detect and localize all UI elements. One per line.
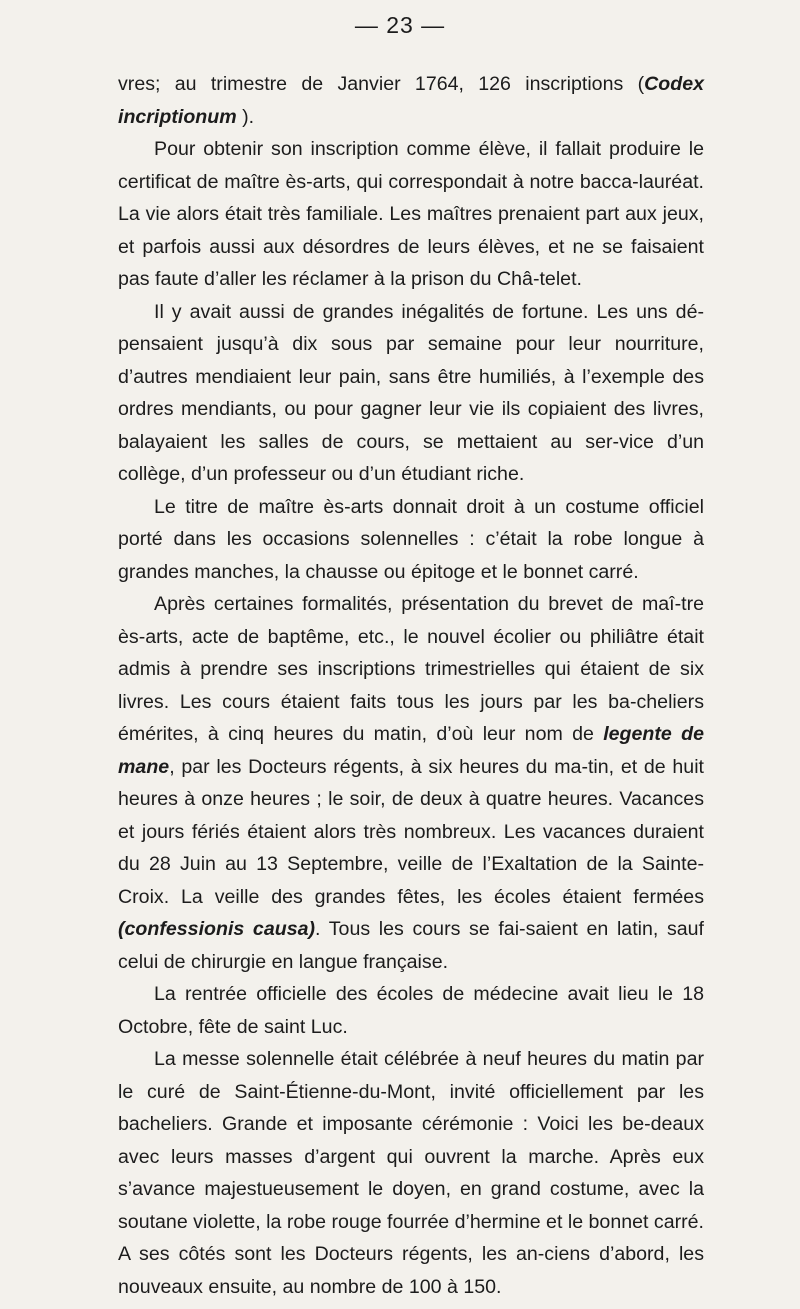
body-text: [118, 68, 704, 1303]
paragraph-costume: Le titre de maître ès-arts donnait droit à un costume officiel porté dans les occasions solennelles : c’était la robe longue à grandes manches, la chausse ou épitoge et le bonnet carré.: [118, 495, 704, 583]
latin-phrase: (confessionis causa): [118, 918, 316, 940]
paragraph-text: ).: [236, 105, 255, 128]
paragraph-text: . Tous les cours se fai-saient en latin, sauf celui de chirurgie en langue française.: [118, 918, 705, 973]
paragraph-rentree: La rentrée officielle des écoles de médecine avait lieu le 18 Octobre, fête de saint Luc.: [118, 983, 704, 1038]
paragraph-text: vres; au trimestre de Janvier 1764, 126 inscriptions (: [118, 73, 645, 95]
paragraph-inscription: Pour obtenir son inscription comme élève, il fallait produire le certificat de maître ès-arts, qui correspondait à notre bacca-lauréat. La vie alors était très familiale. Les maîtres prenaient part aux jeux, et parfois aussi aux désordres de leurs élèves, et ne se faisaient pas faute d’aller les réclamer à la prison du Châ-telet.: [118, 138, 704, 290]
latin-phrase: Codex incriptionum: [118, 73, 704, 128]
paragraph-text: , par les Docteurs régents, à six heures du ma-tin, et de huit heures à onze heures ; le soir, de deux à quatre heures. Vacances et jours fériés étaient alors très nombreux. Les vacances duraient du 28 Juin au 13 Septembre, veille de l’Exaltation de la Sainte-Croix. La veille des grandes fêtes, les écoles étaient fermées: [118, 755, 704, 908]
page-number: — 23 —: [354, 12, 446, 38]
paragraph-formalites: [118, 588, 704, 978]
latin-phrase: legente de mane: [118, 723, 704, 778]
paragraph-text: Après certaines formalités, présentation du brevet de maî-tre ès-arts, acte de baptême, etc., le nouvel écolier ou philiâtre était admis à prendre ses inscriptions trimestrielles qui étaient de six livres. Les cours étaient faits tous les jours par les ba-cheliers émérites, à cinq heures du matin, d’où leur nom de: [118, 593, 704, 745]
paragraph-continuation: [118, 68, 704, 133]
paragraph-messe: La messe solennelle était célébrée à neuf heures du matin par le curé de Saint-Étienne-du-Mont, invité officiellement par les bacheliers. Grande et imposante cérémonie : Voici les be-deaux avec leurs masses d’argent qui ouvrent la marche. Après eux s’avance majestueusement le doyen, en grand costume, avec la soutane violette, la robe rouge fourrée d’hermine et le bonnet carré. A ses côtés sont les Docteurs régents, les an-ciens d’abord, les nouveaux ensuite, au nombre de 100 à 150.: [118, 1048, 704, 1298]
paragraph-fortune: Il y avait aussi de grandes inégalités de fortune. Les uns dé-pensaient jusqu’à dix sous par semaine pour leur nourriture, d’autres mendiaient leur pain, sans être humiliés, à l’exemple des ordres mendiants, ou pour gagner leur vie ils copiaient des livres, balayaient les salles de cours, se mettaient au ser-vice d’un collège, d’un professeur ou d’un étudiant riche.: [118, 300, 704, 485]
